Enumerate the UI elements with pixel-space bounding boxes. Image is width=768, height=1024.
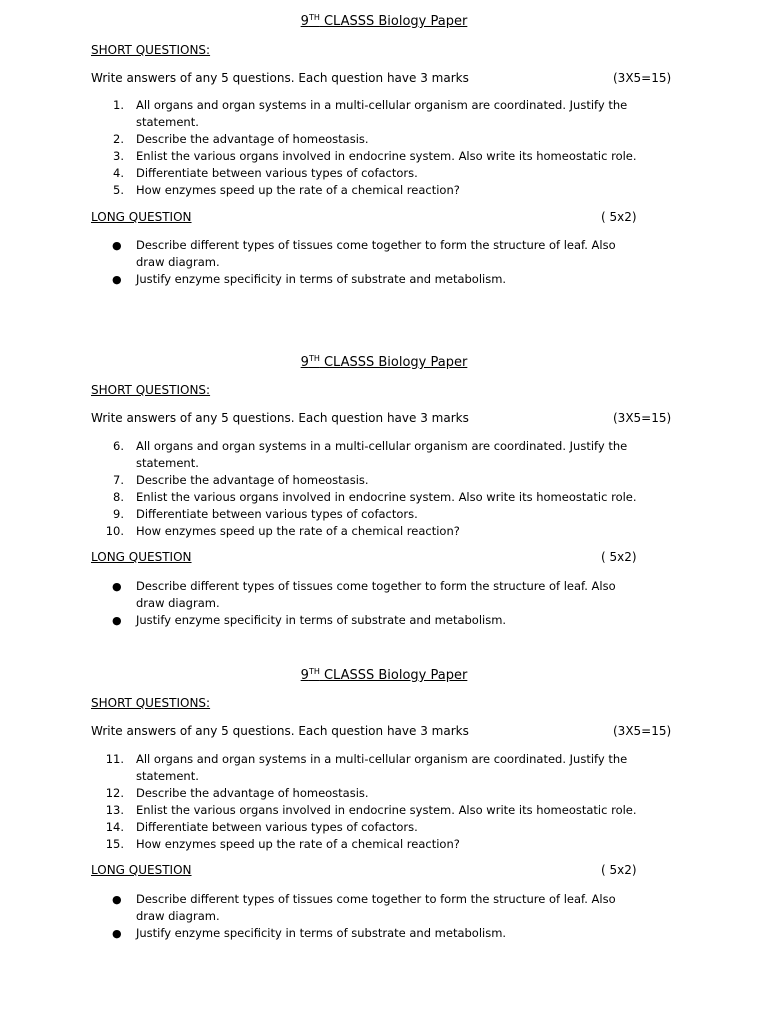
short-marks: (3X5=15) <box>613 724 672 738</box>
long-question-heading: LONG QUESTION <box>91 550 192 564</box>
question-number: 1. <box>113 98 124 112</box>
short-marks: (3X5=15) <box>613 71 672 85</box>
short-questions-heading: SHORT QUESTIONS: <box>91 43 211 57</box>
long-question-text: Describe different types of tissues come together to form the structure of leaf. Also draw diagram. <box>136 892 616 923</box>
long-question-text: Justify enzyme specificity in terms of substrate and metabolism. <box>136 272 507 286</box>
question-text: Differentiate between various types of cofactors. <box>136 507 418 521</box>
long-question-text: Justify enzyme specificity in terms of substrate and metabolism. <box>136 926 507 940</box>
long-marks: ( 5x2) <box>601 550 637 564</box>
long-question-heading: LONG QUESTION <box>91 210 192 224</box>
title-grade-number: 9 <box>300 668 309 683</box>
instruction-text: Write answers of any 5 questions. Each question have 3 marks <box>91 411 469 425</box>
instruction-text: Write answers of any 5 questions. Each question have 3 marks <box>91 71 469 85</box>
bullet-icon: ● <box>112 273 122 286</box>
question-number: 10. <box>105 524 124 538</box>
question-text: All organs and organ systems in a multi-cellular organism are coordinated. Justify the statement. <box>136 439 628 470</box>
question-text: All organs and organ systems in a multi-cellular organism are coordinated. Justify the statement. <box>136 752 628 783</box>
question-text: Enlist the various organs involved in endocrine system. Also write its homeostatic role. <box>136 490 637 504</box>
question-number: 9. <box>113 507 124 521</box>
short-questions-heading: SHORT QUESTIONS: <box>91 696 211 710</box>
long-question-heading: LONG QUESTION <box>91 863 192 877</box>
question-number: 14. <box>105 820 124 834</box>
question-text: How enzymes speed up the rate of a chemical reaction? <box>136 524 460 538</box>
long-question-text: Describe different types of tissues come together to form the structure of leaf. Also draw diagram. <box>136 238 616 269</box>
question-text: Differentiate between various types of cofactors. <box>136 166 418 180</box>
bullet-icon: ● <box>112 239 122 252</box>
question-text: Enlist the various organs involved in endocrine system. Also write its homeostatic role. <box>136 803 637 817</box>
title-text: CLASSS Biology Paper <box>323 355 468 370</box>
paper-title <box>0 667 768 683</box>
question-number: 3. <box>113 149 124 163</box>
question-number: 15. <box>105 837 124 851</box>
title-grade-number: 9 <box>300 14 309 29</box>
long-marks: ( 5x2) <box>601 210 637 224</box>
title-superscript: TH <box>308 354 320 363</box>
question-text: Describe the advantage of homeostasis. <box>136 473 369 487</box>
question-number: 11. <box>105 752 124 766</box>
title-text: CLASSS Biology Paper <box>323 14 468 29</box>
question-text: All organs and organ systems in a multi-cellular organism are coordinated. Justify the statement. <box>136 98 628 129</box>
question-number: 4. <box>113 166 124 180</box>
title-superscript: TH <box>308 667 320 676</box>
bullet-icon: ● <box>112 927 122 940</box>
paper-title <box>0 354 768 370</box>
question-text: Differentiate between various types of cofactors. <box>136 820 418 834</box>
short-marks: (3X5=15) <box>613 411 672 425</box>
question-number: 13. <box>105 803 124 817</box>
short-questions-heading: SHORT QUESTIONS: <box>91 383 211 397</box>
long-question-text: Describe different types of tissues come together to form the structure of leaf. Also draw diagram. <box>136 579 616 610</box>
bullet-icon: ● <box>112 893 122 906</box>
question-number: 2. <box>113 132 124 146</box>
question-text: Describe the advantage of homeostasis. <box>136 786 369 800</box>
bullet-icon: ● <box>112 580 122 593</box>
question-number: 5. <box>113 183 124 197</box>
bullet-icon: ● <box>112 614 122 627</box>
paper-title <box>0 13 768 29</box>
question-number: 12. <box>105 786 124 800</box>
question-text: How enzymes speed up the rate of a chemical reaction? <box>136 837 460 851</box>
title-superscript: TH <box>308 13 320 22</box>
question-text: Describe the advantage of homeostasis. <box>136 132 369 146</box>
long-question-text: Justify enzyme specificity in terms of substrate and metabolism. <box>136 613 507 627</box>
question-number: 6. <box>113 439 124 453</box>
question-number: 7. <box>113 473 124 487</box>
instruction-text: Write answers of any 5 questions. Each question have 3 marks <box>91 724 469 738</box>
question-text: How enzymes speed up the rate of a chemical reaction? <box>136 183 460 197</box>
long-marks: ( 5x2) <box>601 863 637 877</box>
question-number: 8. <box>113 490 124 504</box>
title-grade-number: 9 <box>300 355 309 370</box>
question-text: Enlist the various organs involved in endocrine system. Also write its homeostatic role. <box>136 149 637 163</box>
title-text: CLASSS Biology Paper <box>323 668 468 683</box>
